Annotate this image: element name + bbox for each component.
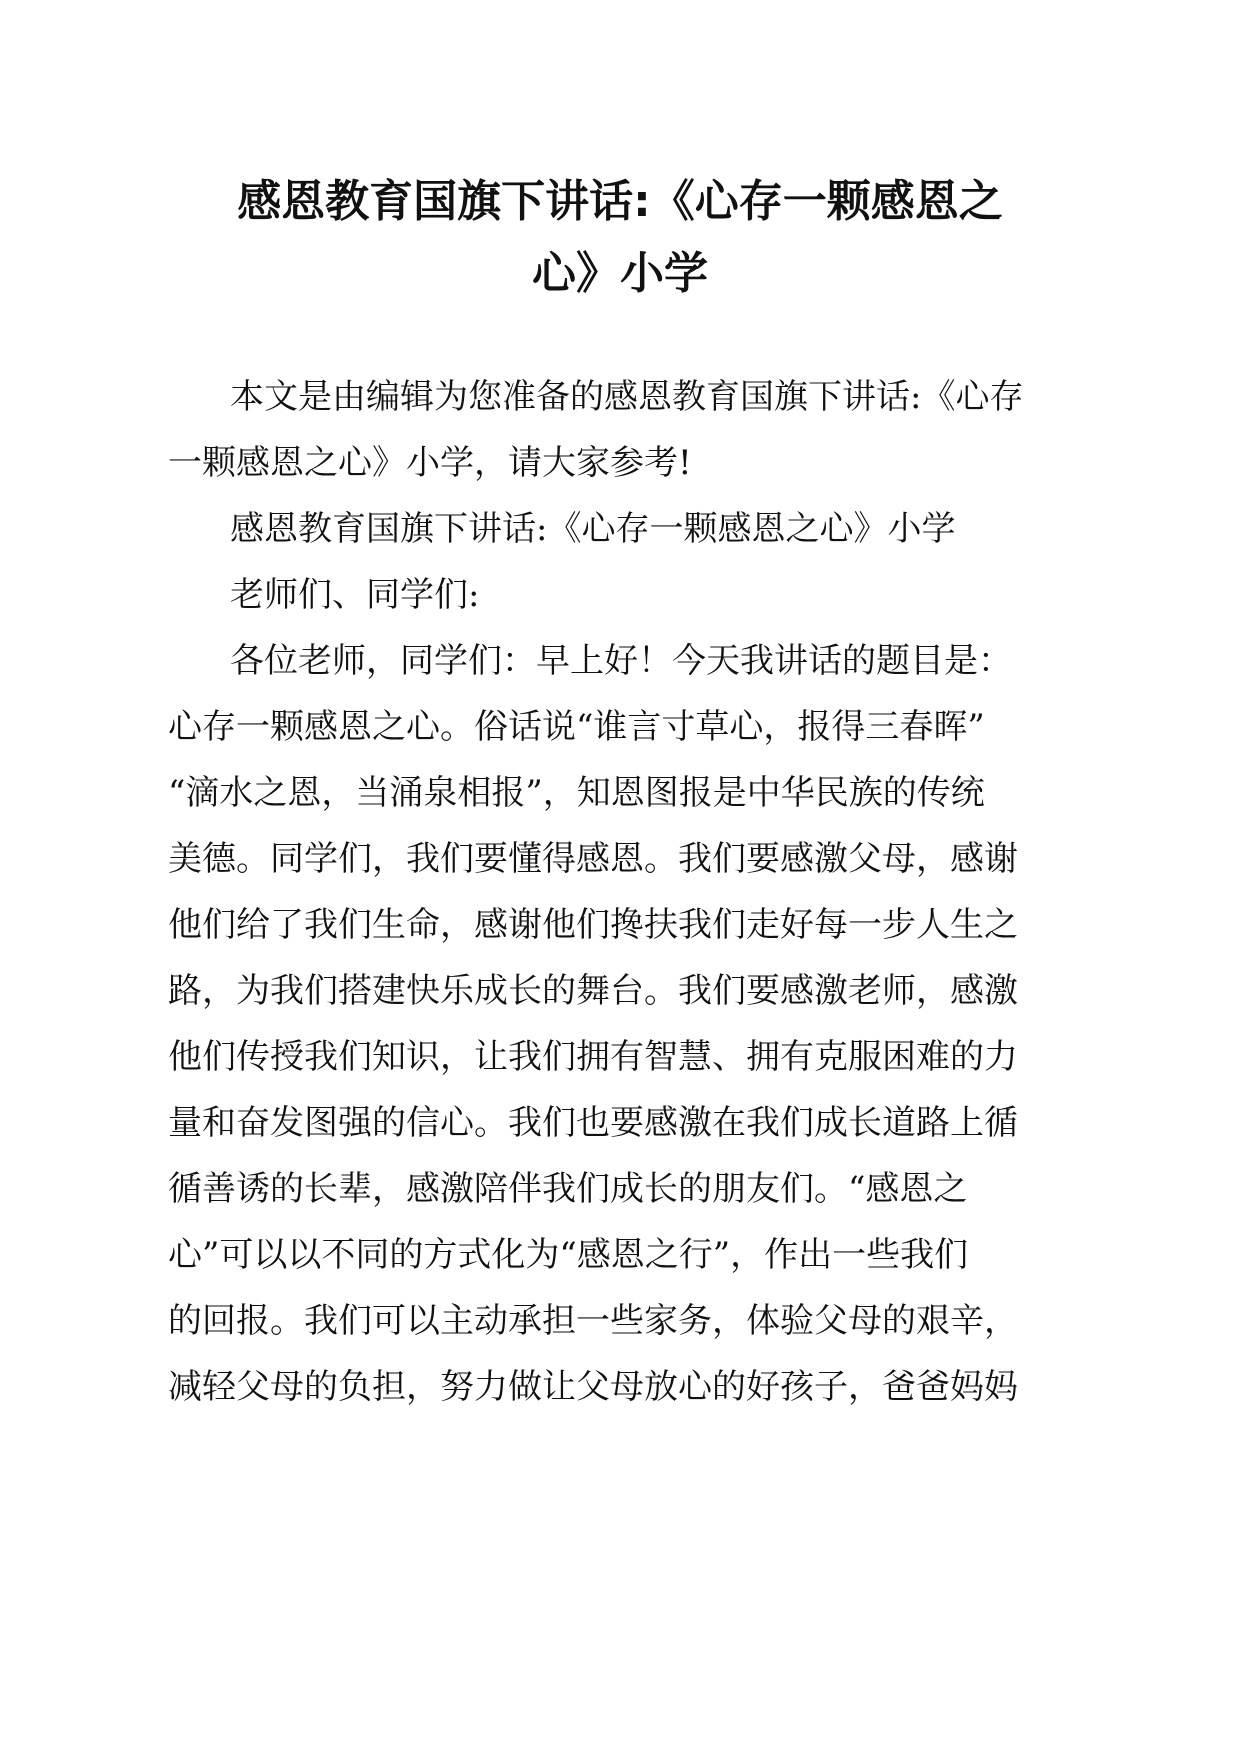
document-title-line-2: 心》小学 bbox=[532, 248, 708, 299]
body-line-2: 一颗感恩之心》小学，请大家参考! bbox=[168, 443, 692, 483]
body-line-14: 心”可以以不同的方式化为“感恩之行”，作出一些我们 bbox=[168, 1235, 969, 1275]
body-line-7: “滴水之恩，当涌泉相报”，知恩图报是中华民族的传统 bbox=[168, 773, 985, 813]
body-line-13: 循善诱的长辈，感激陪伴我们成长的朋友们。“感恩之 bbox=[168, 1169, 968, 1209]
body-line-4: 老师们、同学们: bbox=[230, 575, 480, 615]
body-line-15: 的回报。我们可以主动承担一些家务，体验父母的艰辛， bbox=[168, 1301, 1018, 1341]
body-line-10: 路，为我们搭建快乐成长的舞台。我们要感激老师，感激 bbox=[168, 971, 1018, 1011]
body-line-6: 心存一颗感恩之心。俗话说“谁言寸草心，报得三春晖” bbox=[168, 707, 985, 747]
body-line-8: 美德。同学们，我们要懂得感恩。我们要感激父母，感谢 bbox=[168, 839, 1018, 879]
body-line-1: 本文是由编辑为您准备的感恩教育国旗下讲话:《心存 bbox=[230, 377, 1024, 417]
body-line-11: 他们传授我们知识，让我们拥有智慧、拥有克服困难的力 bbox=[168, 1037, 1018, 1077]
body-line-9: 他们给了我们生命，感谢他们搀扶我们走好每一步人生之 bbox=[168, 905, 1018, 945]
body-line-3: 感恩教育国旗下讲话:《心存一颗感恩之心》小学 bbox=[230, 509, 956, 549]
body-line-16: 减轻父母的负担，努力做让父母放心的好孩子，爸爸妈妈 bbox=[168, 1367, 1018, 1407]
document-title-line-1: 感恩教育国旗下讲话:《心存一颗感恩之 bbox=[237, 176, 1003, 227]
body-line-12: 量和奋发图强的信心。我们也要感激在我们成长道路上循 bbox=[168, 1103, 1018, 1143]
body-line-5: 各位老师，同学们：早上好！今天我讲话的题目是： bbox=[230, 641, 1012, 681]
